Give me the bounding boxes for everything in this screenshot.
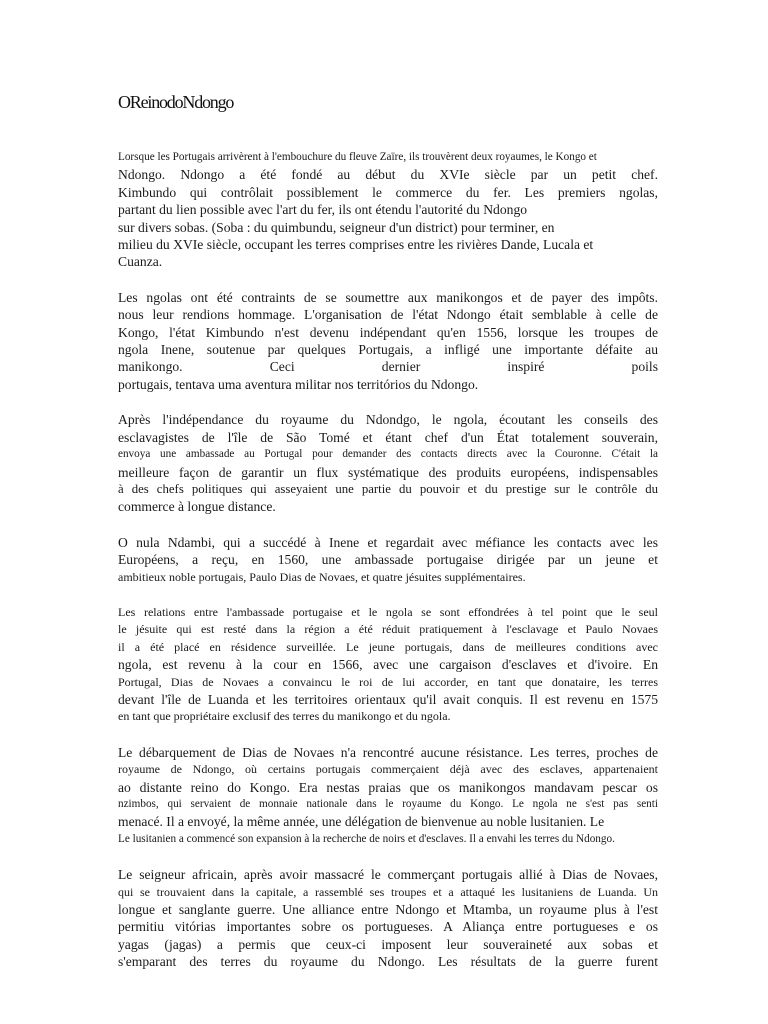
text-line: ao distante reino do Kongo. Era nestas praias que os manikongos mandavam pescar os bbox=[118, 779, 658, 795]
paragraph bbox=[118, 149, 658, 271]
document-title: OReinodoNdongo bbox=[118, 92, 234, 112]
paragraph bbox=[118, 411, 658, 515]
text-line: portugais, tentava uma aventura militar nos territórios du Ndongo. bbox=[118, 376, 479, 392]
text-line: qui se trouvaient dans la capitale, a rassemblé ses troupes et a attaqué les lusitaniens de Luanda. Un bbox=[118, 884, 658, 899]
text-line: en tant que propriétaire exclusif des terres du manikongo et du ngola. bbox=[118, 709, 451, 724]
text-line: sur divers sobas. (Soba : du quimbundu, seigneur d'un district) pour terminer, en bbox=[118, 219, 555, 235]
text-line: royaume de Ndongo, où certains portugais commerçaient déjà avec des esclaves, appartenaient bbox=[118, 762, 658, 777]
text-line: longue et sanglante guerre. Une alliance entre Ndongo et Mtamba, un royaume plus à l'est bbox=[118, 902, 658, 918]
text-line: Cuanza. bbox=[118, 254, 163, 270]
text-line: Le débarquement de Dias de Novaes n'a rencontré aucune résistance. Les terres, proches de bbox=[118, 744, 658, 760]
text-line: Après l'indépendance du royaume du Ndondgo, le ngola, écoutant les conseils des bbox=[118, 412, 658, 428]
text-line: s'emparant des terres du royaume du Ndongo. Les résultats de la guerre furent bbox=[118, 954, 658, 970]
text-line: commerce à longue distance. bbox=[118, 499, 276, 515]
text-line: Le lusitanien a commencé son expansion à la recherche de noirs et d'esclaves. Il a envahi les terres du Ndongo. bbox=[118, 832, 615, 845]
text-line: nous leur rendions hommage. L'organisation de l'état Ndongo était semblable à celle de bbox=[118, 307, 658, 323]
text-line: meilleure façon de garantir un flux systématique des produits européens, indispensables bbox=[118, 464, 658, 480]
text-line: ambitieux noble portugais, Paulo Dias de Novaes, et quatre jésuites supplémentaires. bbox=[118, 569, 526, 584]
text-line: permitiu vitórias importantes sobre os portugueses. A Aliança entre portugueses e os bbox=[118, 919, 658, 935]
text-line: menacé. Il a envoyé, la même année, une délégation de bienvenue au noble lusitanien. Le bbox=[118, 814, 605, 830]
paragraph bbox=[118, 866, 658, 970]
text-line: Les ngolas ont été contraints de se soumettre aux manikongos et de payer des impôts. bbox=[118, 289, 658, 305]
text-line: Le seigneur africain, après avoir massacré le commerçant portugais allié à Dias de Novaes, bbox=[118, 867, 658, 883]
text-line: manikongo. Ceci dernier inspiré poils bbox=[118, 359, 658, 375]
paragraph bbox=[118, 534, 658, 586]
text-line: yagas (jagas) a permis que ceux-ci imposent leur souveraineté aux sobas et bbox=[118, 936, 658, 952]
text-line: le jésuite qui est resté dans la région a été réduit pratiquement à l'esclavage et Paulo Novaes bbox=[118, 622, 658, 637]
text-line: O nula Ndambi, qui a succédé à Inene et regardait avec méfiance les contacts avec les bbox=[118, 534, 658, 550]
text-line: ngola Inene, soutenue par quelques Portugais, a infligé une importante défaite au bbox=[118, 342, 658, 358]
text-line: Portugal, Dias de Novaes a convaincu le roi de lui accorder, en tant que donataire, les terres bbox=[118, 674, 658, 689]
paragraph bbox=[118, 744, 658, 848]
text-line: nzimbos, qui servaient de monnaie nationale dans le royaume du Kongo. Le ngola ne s'est pas senti bbox=[118, 798, 658, 810]
text-line: à des chefs politiques qui asseyaient une partie du pouvoir et du prestige sur le contrôle du bbox=[118, 481, 658, 496]
text-line: il a été placé en résidence surveillée. Le jeune portugais, dans de meilleures conditions avec bbox=[118, 639, 658, 654]
paragraph bbox=[118, 604, 658, 726]
text-line: Kongo, l'état Kimbundo n'est devenu indépendant qu'en 1556, lorsque les troupes de bbox=[118, 324, 658, 340]
text-line: ngola, est revenu à la cour en 1566, avec une cargaison d'esclaves et d'ivoire. En bbox=[118, 657, 658, 673]
text-line: Kimbundo qui contrôlait possiblement le commerce du fer. Les premiers ngolas, bbox=[118, 184, 658, 200]
text-line: Européens, a reçu, en 1560, une ambassade portugaise dirigée par un jeune et bbox=[118, 552, 658, 568]
document-body bbox=[118, 149, 658, 989]
text-line: esclavagistes de l'île de São Tomé et étant chef d'un État totalement souverain, bbox=[118, 429, 658, 445]
text-line: Ndongo. Ndongo a été fondé au début du XVIe siècle par un petit chef. bbox=[118, 167, 658, 183]
text-line: Les relations entre l'ambassade portugaise et le ngola se sont effondrées à tel point que le seul bbox=[118, 604, 658, 619]
text-line: partant du lien possible avec l'art du fer, ils ont étendu l'autorité du Ndongo bbox=[118, 202, 528, 218]
text-line: milieu du XVIe siècle, occupant les terres comprises entre les rivières Dande, Lucala et bbox=[118, 237, 594, 253]
text-line: envoya une ambassade au Portugal pour demander des contacts directs avec la Couronne. C'était la bbox=[118, 448, 658, 461]
paragraph bbox=[118, 289, 658, 393]
text-line: devant l'île de Luanda et les territoires orientaux qu'il avait conquis. Il est revenu en 1575 bbox=[118, 691, 658, 707]
text-line: Lorsque les Portugais arrivèrent à l'embouchure du fleuve Zaïre, ils trouvèrent deux royaumes, le Kongo et bbox=[118, 151, 597, 163]
